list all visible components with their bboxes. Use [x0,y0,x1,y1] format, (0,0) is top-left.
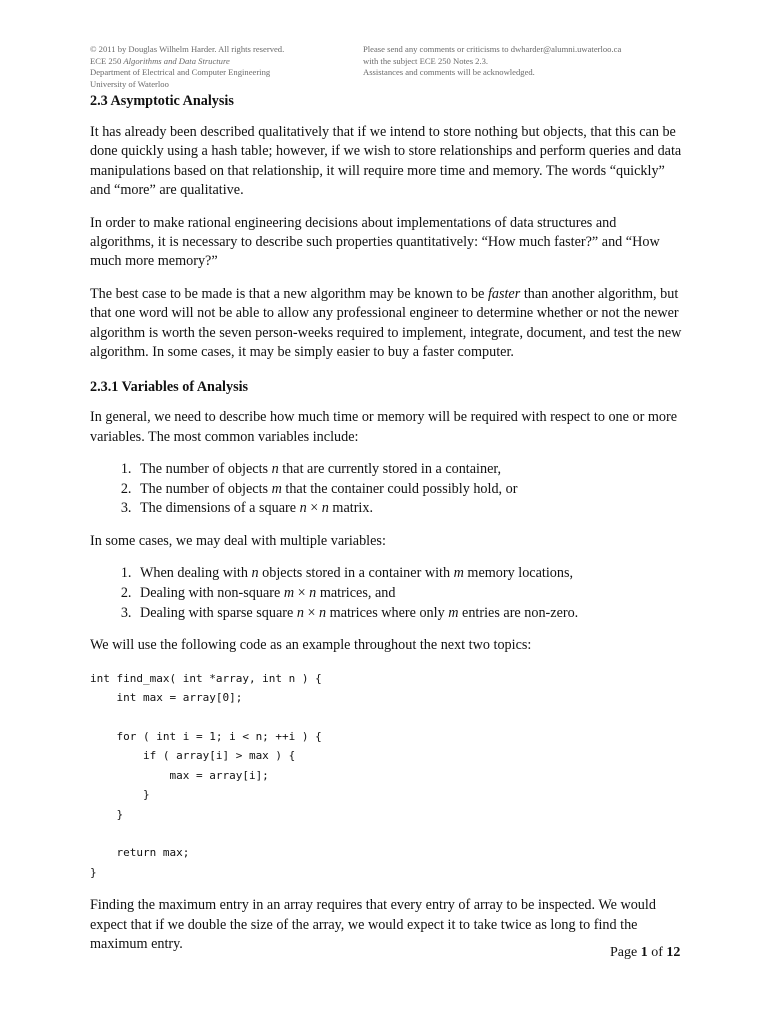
header-right [363,44,683,79]
paragraph: It has already been described qualitatively that if we intend to store nothing but objects, that this can be done quickly using a hash table; however, if we wish to store relationships and perform queries and data manipulations based on that relationship, it will require more time and memory. The words “quickly” and “more” are qualitative. [90,124,682,199]
section-title: 2.3 Asymptotic Analysis [90,93,234,109]
code-listing: int find_max( int *array, int n ) { int max = array[0]; for ( int i = 1; i < n; ++i ) { if ( array[i] > max ) { max = array[i]; } } return max; } [90,671,322,879]
acknowledgement-line: Assistances and comments will be acknowledged. [363,67,535,78]
list-item: 2. Dealing with non-square m × n matrices, and [135,584,682,604]
subsection-title: 2.3.1 Variables of Analysis [90,379,249,396]
current-page: 1 [640,945,648,960]
department-line: Department of Electrical and Computer Engineering [90,67,271,78]
list-item: 3. Dealing with sparse square n × n matrices where only m entries are non-zero. [135,604,682,624]
paragraph: The best case to be made is that a new algorithm may be known to be faster than another algorithm, but that one word will not be able to allow any professional engineer to determine whether or not the newer algorithm is worth the seven person-weeks required to implement, integrate, document, and test the new algorithm. In some cases, it may be simply easier to buy a faster computer. [90,285,682,361]
main-content [90,92,682,967]
paragraph: We will use the following code as an example throughout the next two topics: [90,637,532,654]
header-left [90,44,350,90]
page-number: Page 1 of 12 [610,945,681,960]
paragraph: In order to make rational engineering decisions about implementations of data structures and algorithms, it is necessary to describe such properties quantitatively: “How much faster?” and “How much more memory?” [90,214,660,270]
subject-line: with the subject ECE 250 Notes 2.3. [363,55,489,66]
variables-list [90,460,682,519]
contact-line: Please send any comments or criticisms to dwharder@alumni.uwaterloo.ca [363,44,622,54]
paragraph: In some cases, we may deal with multiple variables: [90,533,386,550]
list-item: 2. The number of objects m that the container could possibly hold, or [135,480,682,500]
paragraph: Finding the maximum entry in an array requires that every entry of array to be inspected. We would expect that if we double the size of the array, we would expect it to take twice as long to find the maximum entry. [90,897,656,952]
university-line: University of Waterloo [90,78,169,89]
total-pages: 12 [666,945,681,960]
list-item: 1. The number of objects n that are currently stored in a container, [135,460,682,480]
multiple-variables-list [90,564,682,623]
course-line: ECE 250 Algorithms and Data Structure [90,55,230,66]
list-item: 3. The dimensions of a square n × n matrix. [135,499,682,519]
paragraph: In general, we need to describe how much time or memory will be required with respect to one or more variables. The most common variables include: [90,409,678,445]
copyright-line: © 2011 by Douglas Wilhelm Harder. All rights reserved. [90,44,285,54]
list-item: 1. When dealing with n objects stored in a container with m memory locations, [135,564,682,584]
